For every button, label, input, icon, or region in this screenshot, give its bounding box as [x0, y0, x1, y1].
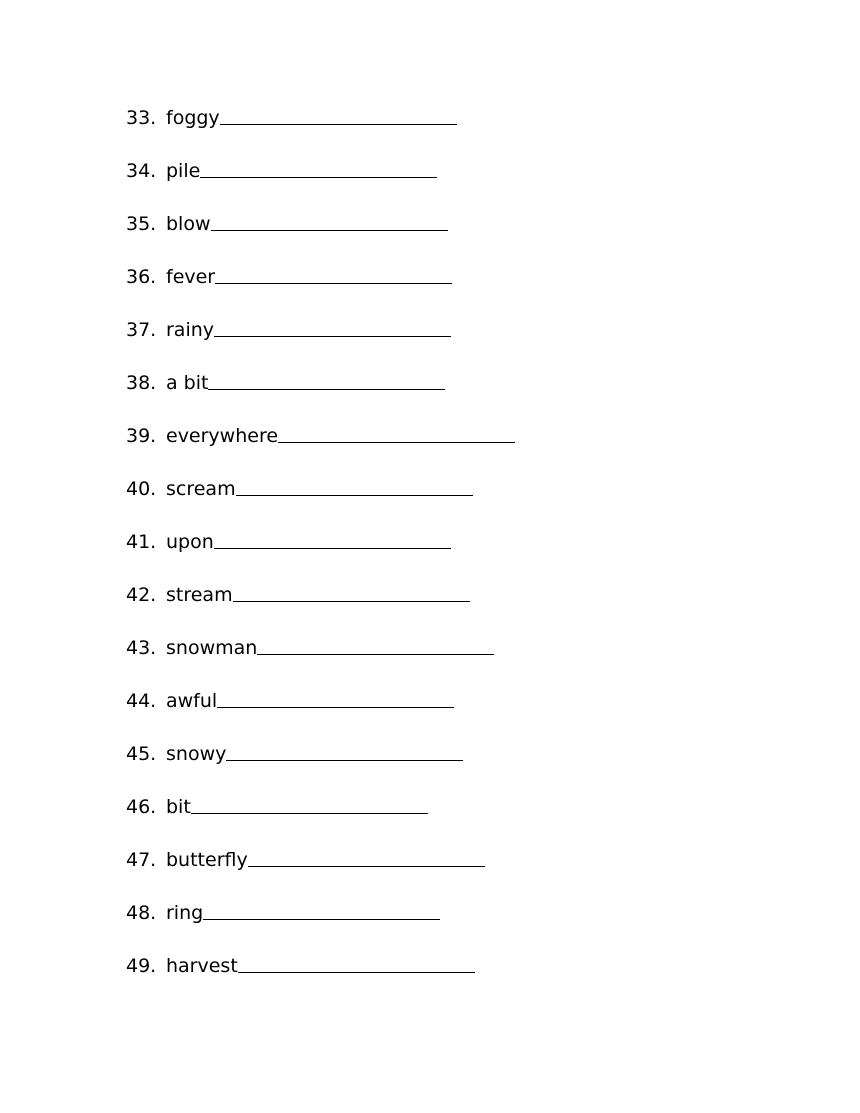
list-item — [126, 793, 515, 846]
list-item — [126, 899, 515, 952]
item-word: rainy — [166, 319, 215, 341]
item-number: 40. — [126, 478, 157, 500]
item-number: 35. — [126, 213, 157, 235]
item-number: 39. — [126, 425, 157, 447]
item-word: ring — [166, 902, 204, 924]
list-item — [126, 263, 515, 316]
list-item — [126, 422, 515, 475]
item-word: stream — [166, 584, 233, 606]
list-item — [126, 952, 515, 1005]
answer-line[interactable] — [238, 971, 475, 973]
answer-line[interactable] — [208, 388, 445, 390]
item-number: 33. — [126, 107, 157, 129]
item-word: harvest — [166, 955, 238, 977]
item-number: 36. — [126, 266, 157, 288]
item-word: butterfly — [166, 849, 248, 871]
answer-line[interactable] — [220, 123, 457, 125]
answer-line[interactable] — [217, 706, 454, 708]
item-word: upon — [166, 531, 214, 553]
answer-line[interactable] — [236, 494, 473, 496]
answer-line[interactable] — [226, 759, 463, 761]
list-item — [126, 475, 515, 528]
item-number: 44. — [126, 690, 157, 712]
answer-line[interactable] — [215, 282, 452, 284]
answer-line[interactable] — [203, 918, 440, 920]
answer-line[interactable] — [257, 653, 494, 655]
item-word: fever — [166, 266, 216, 288]
list-item — [126, 634, 515, 687]
item-number: 41. — [126, 531, 157, 553]
item-word: everywhere — [166, 425, 279, 447]
item-word: scream — [166, 478, 236, 500]
item-word: a bit — [166, 372, 209, 394]
vocabulary-list — [126, 104, 515, 1005]
list-item — [126, 528, 515, 581]
item-word: bit — [166, 796, 191, 818]
list-item — [126, 846, 515, 899]
item-word: snowman — [166, 637, 258, 659]
list-item — [126, 316, 515, 369]
answer-line[interactable] — [233, 600, 470, 602]
item-number: 47. — [126, 849, 157, 871]
list-item — [126, 687, 515, 740]
list-item — [126, 369, 515, 422]
answer-line[interactable] — [214, 335, 451, 337]
item-number: 45. — [126, 743, 157, 765]
item-number: 37. — [126, 319, 157, 341]
list-item — [126, 740, 515, 793]
answer-line[interactable] — [278, 441, 515, 443]
list-item — [126, 210, 515, 263]
item-number: 42. — [126, 584, 157, 606]
item-number: 38. — [126, 372, 157, 394]
answer-line[interactable] — [200, 176, 437, 178]
item-number: 46. — [126, 796, 157, 818]
item-number: 43. — [126, 637, 157, 659]
answer-line[interactable] — [214, 547, 451, 549]
item-word: snowy — [166, 743, 227, 765]
list-item — [126, 581, 515, 634]
item-word: blow — [166, 213, 211, 235]
item-number: 34. — [126, 160, 157, 182]
item-number: 48. — [126, 902, 157, 924]
item-number: 49. — [126, 955, 157, 977]
answer-line[interactable] — [191, 812, 428, 814]
list-item — [126, 104, 515, 157]
item-word: awful — [166, 690, 218, 712]
answer-line[interactable] — [211, 229, 448, 231]
item-word: foggy — [166, 107, 220, 129]
list-item — [126, 157, 515, 210]
item-word: pile — [166, 160, 201, 182]
answer-line[interactable] — [248, 865, 485, 867]
